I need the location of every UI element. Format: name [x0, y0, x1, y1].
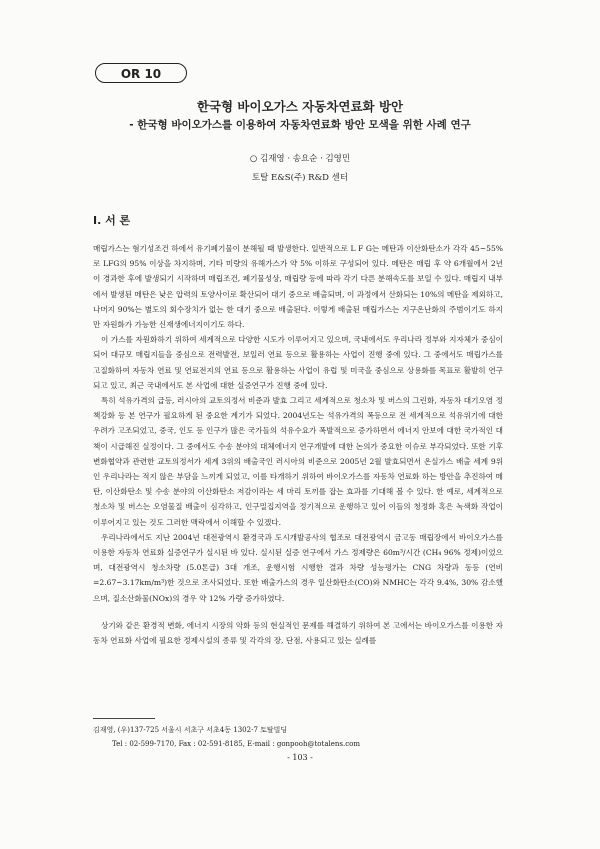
- paragraph: 이 가스를 자원화하기 위하여 세계적으로 다양한 시도가 이루어지고 있으며, 국내에서도 우리나라 정부와 지자체가 중심이 되어 대규모 매립지들을 중심으로 전력발전, 보일러 연료 등으로 활용하는 사업이 진행 중에 있다. 그 중에서도 매립가스를 고질화하여 자동차 연료 및 연료전지의 연료 등으로 활용하는 사업이 유럽 및 미국을 중심으로 상용화를 목표로 활발히 연구되고 있고, 최근 국내에서도 본 사업에 대한 실증연구가 진행 중에 있다.: [93, 335, 503, 390]
- paragraph: 특히 석유가격의 급등, 러시아의 교토의정서 비준과 발효 그리고 세계적으로 청소차 및 버스의 그린화, 자동차 대기오염 정책강화 등 본 연구가 필요하게 된 중요한 계기가 되었다. 2004년도는 석유가격의 폭등으로 전 세계적으로 석유위기에 대한 우려가 고조되었고, 중국, 인도 등 인구가 많은 국가들의 석유수요가 폭발적으로 증가하면서 에너지 안보에 대한 국가적인 대책이 시급해진 실정이다. 그 중에서도 수송 분야의 대체에너지 연구개발에 대한 논의가 중요한 이슈로 부각되었다. 또한 기후변화협약과 관련한 교토의정서가 세계 3위의 배출국인 러시아의 비준으로 2005년 2월 발효되면서 온실가스 배출 세계 9위인 우리나라는 적지 않은 부담을 느끼게 되었고, 이를 타개하기 위하여 바이오가스를 자동차 연료화 하는 방안을 추진하여 메탄, 이산화탄소 및 수송 분야의 이산화탄소 저감이라는 세 마리 토끼를 잡는 효과를 기대해 볼 수 있다. 한 예로, 세계적으로 청소차 및 버스는 오염물질 배출이 심각하고, 인구밀집지역을 정기적으로 운행하고 있어 이들의 청정화 혹은 녹색화 작업이 이루어지고 있는 것도 그러한 맥락에서 이해할 수 있겠다.: [93, 396, 503, 527]
- paper-subtitle: - 한국형 바이오가스를 이용하여 자동차연료화 방안 모색을 위한 사례 연구: [129, 119, 471, 131]
- footnote-contact: Tel : 02-599-7170, Fax : 02-591-8185, E-mail : gonpooh@totalens.com: [112, 740, 360, 748]
- section-heading: I. 서 론: [93, 214, 131, 227]
- affiliation: 토탈 E&S(주) R&D 센터: [251, 173, 349, 183]
- paragraph: 우리나라에서도 지난 2004년 대전광역시 환경국과 도시개발공사의 협조로 대전광역시 금고동 매립장에서 바이오가스를 이용한 자동차 연료화 실증연구가 실시된 바 있다. 실시된 실증 연구에서 가스 정제량은 60m³/시간 (CH₄ 96% 정제)이었으며, 대전광역시 청소차량 (5.0톤급) 3대 개조, 운행시험 시행한 결과 차량 성능평가는 CNG 차량과 동등 (연비=2.67~3.17km/m³)한 것으로 조사되었다. 또한 배출가스의 경우 일산화탄소(CO)와 NMHC는 각각 9.4%, 30% 감소했으며, 질소산화물(NOx)의 경우 약 12% 가량 증가하였다.: [93, 532, 503, 603]
- footnote: [93, 723, 503, 751]
- session-badge: OR 10: [95, 63, 187, 83]
- paper-title: 한국형 바이오가스 자동차연료화 방안: [196, 99, 404, 114]
- paragraph: 매립가스는 혐기성조건 하에서 유기폐기물이 분해될 때 발생한다. 일반적으로 L F G는 메탄과 이산화탄소가 각각 45~55%로 LFG의 95% 이상을 차지하며, 기타 미량의 유해가스가 약 5% 이하로 구성되어 있다. 메탄은 매립 후 약 6개월에서 2년이 경과한 후에 발생되기 시작하며 매립조건, 폐기물성상, 매립량 등에 따라 각기 다른 분해속도를 보일 수 있다. 매립지 내부에서 발생된 메탄은 낮은 압력의 토양사이로 확산되어 대기 중으로 배출되며, 이 과정에서 산화되는 10%의 메탄을 제외하고, 나머지 90%는 별도의 회수장치가 없는 한 대기 중으로 배출된다. 이렇게 배출된 매립가스는 지구온난화의 주범이기도 하지만 자원화가 가능한 신재생에너지이기도 하다.: [93, 244, 504, 330]
- footnote-divider: [93, 718, 155, 719]
- page-number: - 103 -: [287, 753, 313, 762]
- footnote-address: 김재영, (우)137-725 서울시 서초구 서초4동 1302-7 토탈빌딩: [93, 726, 288, 734]
- paragraph: 상기와 같은 환경적 변화, 에너지 시장의 악화 등의 현실적인 문제를 해결하기 위하여 본 고에서는 바이오가스를 이용한 자동차 연료화 사업에 필요한 정제시설의 종류 및 각각의 장, 단점, 사용되고 있는 실례를: [93, 620, 503, 646]
- authors: ○ 김재영 · 송요순 · 김영민: [249, 154, 351, 164]
- body-text: [93, 241, 503, 648]
